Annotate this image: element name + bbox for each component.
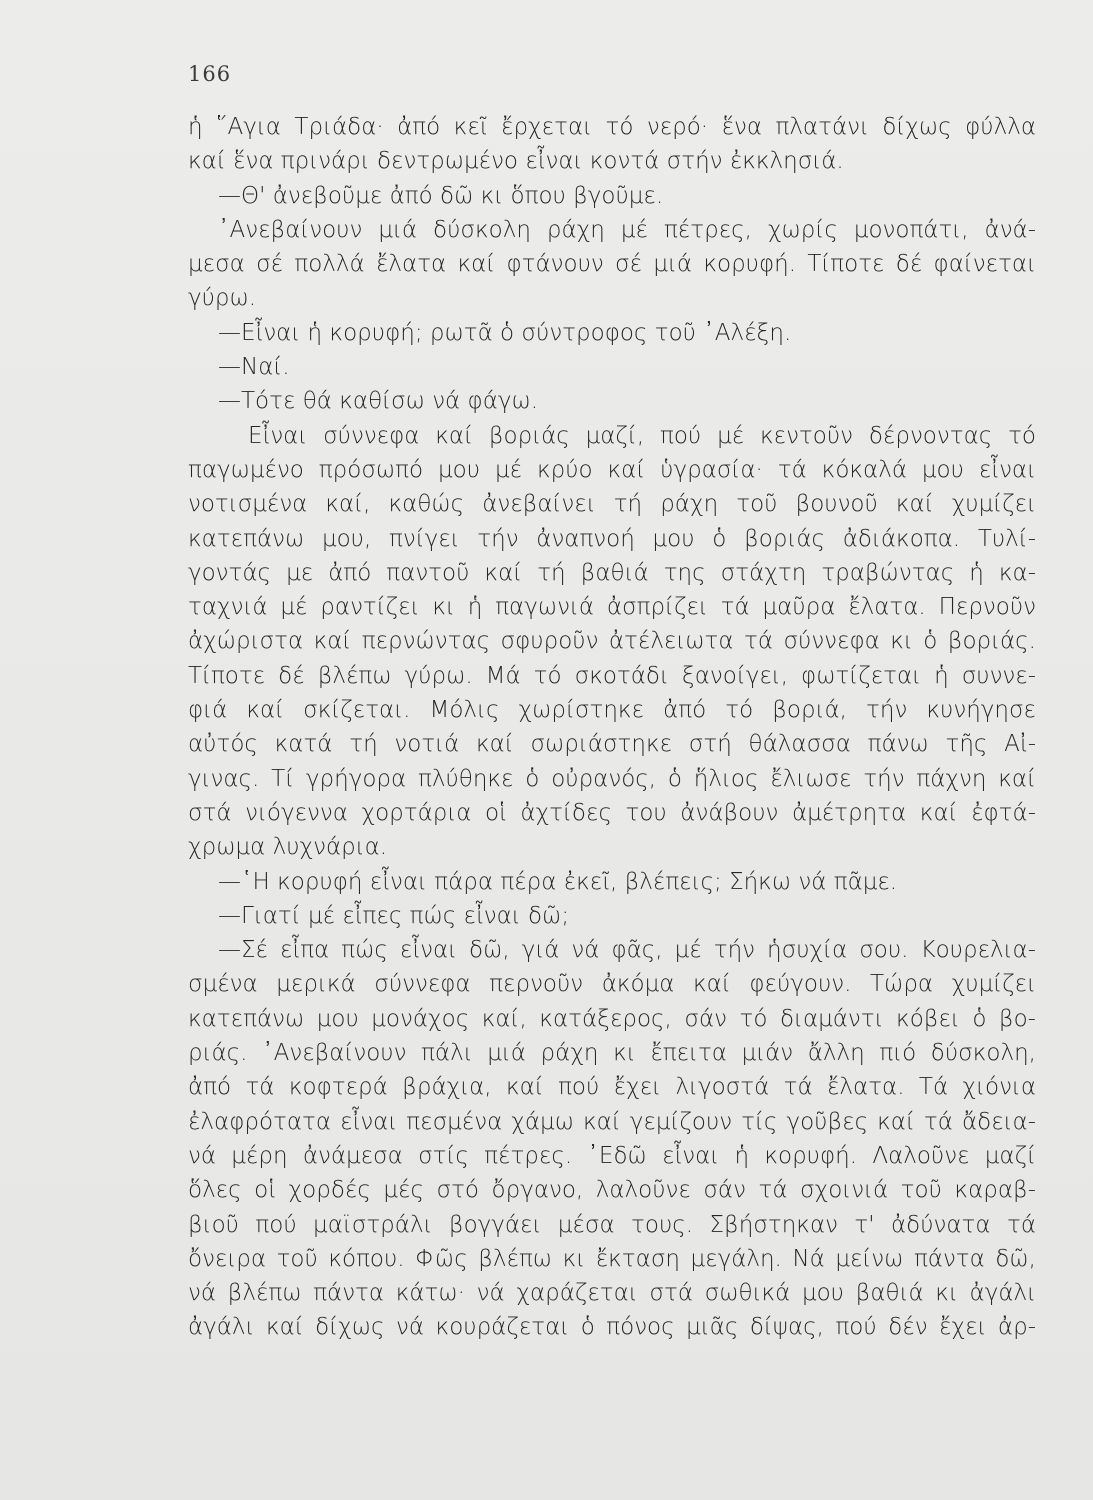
text-line: ἐλαφρότατα εἶναι πεσμένα χάμω καί γεμίζουν τίς γοῦβες καί τά ἄδεια- xyxy=(188,1108,1036,1135)
text-line: —Γιατί μέ εἶπες πώς εἶναι δῶ; xyxy=(218,902,570,929)
text-line: νά βλέπω πάντα κάτω· νά χαράζεται στά σωθικά μου βαθιά κι ἀγάλι xyxy=(188,1280,1036,1307)
text-line: ὅλες οἱ χορδές μές στό ὄργανο, λαλοῦνε σάν τά σχοινιά τοῦ καραβ- xyxy=(188,1177,1036,1204)
text-line: γύρω. xyxy=(188,285,257,312)
text-line: φιά καί σκίζεται. Μόλις χωρίστηκε ἀπό τό βοριά, τήν κυνήγησε xyxy=(188,697,1036,724)
text-line: βιοῦ πού μαϊστράλι βογγάει μέσα τους. Σβήστηκαν τ' ἀδύνατα τά xyxy=(188,1211,1036,1238)
text-line: χρωμα λυχνάρια. xyxy=(188,834,388,861)
text-line: —Ναί. xyxy=(218,354,290,381)
text-line: ᾿Ανεβαίνουν μιά δύσκολη ράχη μέ πέτρες, χωρίς μονοπάτι, ἀνά- xyxy=(218,216,1036,243)
text-line: ταχνιά μέ ραντίζει κι ἡ παγωνιά ἀσπρίζει τά μαῦρα ἔλατα. Περνοῦν xyxy=(188,594,1036,621)
text-line: —῾Η κορυφή εἶναι πάρα πέρα ἐκεῖ, βλέπεις; Σήκω νά πᾶμε. xyxy=(218,868,898,895)
text-line: ριάς. ᾿Ανεβαίνουν πάλι μιά ράχη κι ἔπειτα μιάν ἄλλη πιό δύσκολη, xyxy=(188,1040,1036,1067)
text-line: Εἶναι σύννεφα καί βοριάς μαζί, πού μέ κεντοῦν δέρνοντας τό xyxy=(248,422,1036,449)
body-text xyxy=(188,110,1036,1345)
text-line: κατεπάνω μου, πνίγει τήν ἀναπνοή μου ὁ βοριάς ἀδιάκοπα. Τυλί- xyxy=(188,525,1036,552)
text-line: αὐτός κατά τή νοτιά καί σωριάστηκε στή θάλασσα πάνω τῆς Αἰ- xyxy=(188,731,1036,758)
text-line: μεσα σέ πολλά ἔλατα καί φτάνουν σέ μιά κορυφή. Τίποτε δέ φαίνεται xyxy=(188,251,1036,278)
text-line: ἡ ῞Αγια Τριάδα· ἀπό κεῖ ἔρχεται τό νερό· ἕνα πλατάνι δίχως φύλλα xyxy=(188,114,1036,140)
text-line: σμένα μερικά σύννεφα περνοῦν ἀκόμα καί φεύγουν. Τώρα χυμίζει xyxy=(188,971,1036,998)
text-line: Τίποτε δέ βλέπω γύρω. Μά τό σκοτάδι ξανοίγει, φωτίζεται ἡ συννε- xyxy=(188,662,1036,689)
text-line: —Θ' ἀνεβοῦμε ἀπό δῶ κι ὅπου βγοῦμε. xyxy=(218,182,664,209)
text-line: ἀπό τά κοφτερά βράχια, καί πού ἔχει λιγοστά τά ἔλατα. Τά χιόνια xyxy=(188,1074,1036,1101)
text-line: καί ἕνα πρινάρι δεντρωμένο εἶναι κοντά στήν ἐκκλησιά. xyxy=(188,148,844,175)
text-line: —Εἶναι ἡ κορυφή; ρωτᾶ ὁ σύντροφος τοῦ ᾿Αλέξη. xyxy=(218,319,792,346)
page-number: 166 xyxy=(188,62,232,86)
text-line: γοντάς με ἀπό παντοῦ καί τή βαθιά της στάχτη τραβώντας ἡ κα- xyxy=(188,559,1036,586)
text-line: νά μέρη ἀνάμεσα στίς πέτρες. ᾿Εδῶ εἶναι ἡ κορυφή. Λαλοῦνε μαζί xyxy=(188,1142,1036,1169)
text-line: στά νιόγεννα χορτάρια οἱ ἀχτίδες του ἀνάβουν ἀμέτρητα καί ἐφτά- xyxy=(188,799,1036,826)
text-line: νοτισμένα καί, καθώς ἀνεβαίνει τή ράχη τοῦ βουνοῦ καί χυμίζει xyxy=(188,491,1036,518)
text-line: γινας. Τί γρήγορα πλύθηκε ὁ οὐρανός, ὁ ἥλιος ἔλιωσε τήν πάχνη καί xyxy=(188,765,1036,792)
text-line: ἀγάλι καί δίχως νά κουράζεται ὁ πόνος μιᾶς δίψας, πού δέν ἔχει ἀρ- xyxy=(188,1314,1036,1341)
text-line: ὄνειρα τοῦ κόπου. Φῶς βλέπω κι ἔκταση μεγάλη. Νά μείνω πάντα δῶ, xyxy=(188,1245,1036,1272)
text-line: —Σέ εἶπα πώς εἶναι δῶ, γιά νά φᾶς, μέ τήν ἡσυχία σου. Κουρελια- xyxy=(218,937,1036,964)
text-line: παγωμένο πρόσωπό μου μέ κρύο καί ὑγρασία· τά κόκαλά μου εἶναι xyxy=(188,456,1036,483)
text-line: —Τότε θά καθίσω νά φάγω. xyxy=(218,388,539,415)
text-line: κατεπάνω μου μονάχος καί, κατάξερος, σάν τό διαμάντι κόβει ὁ βο- xyxy=(188,1005,1036,1032)
text-line: ἀχώριστα καί περνώντας σφυροῦν ἀτέλειωτα τά σύννεφα κι ὁ βοριάς. xyxy=(188,628,1036,655)
